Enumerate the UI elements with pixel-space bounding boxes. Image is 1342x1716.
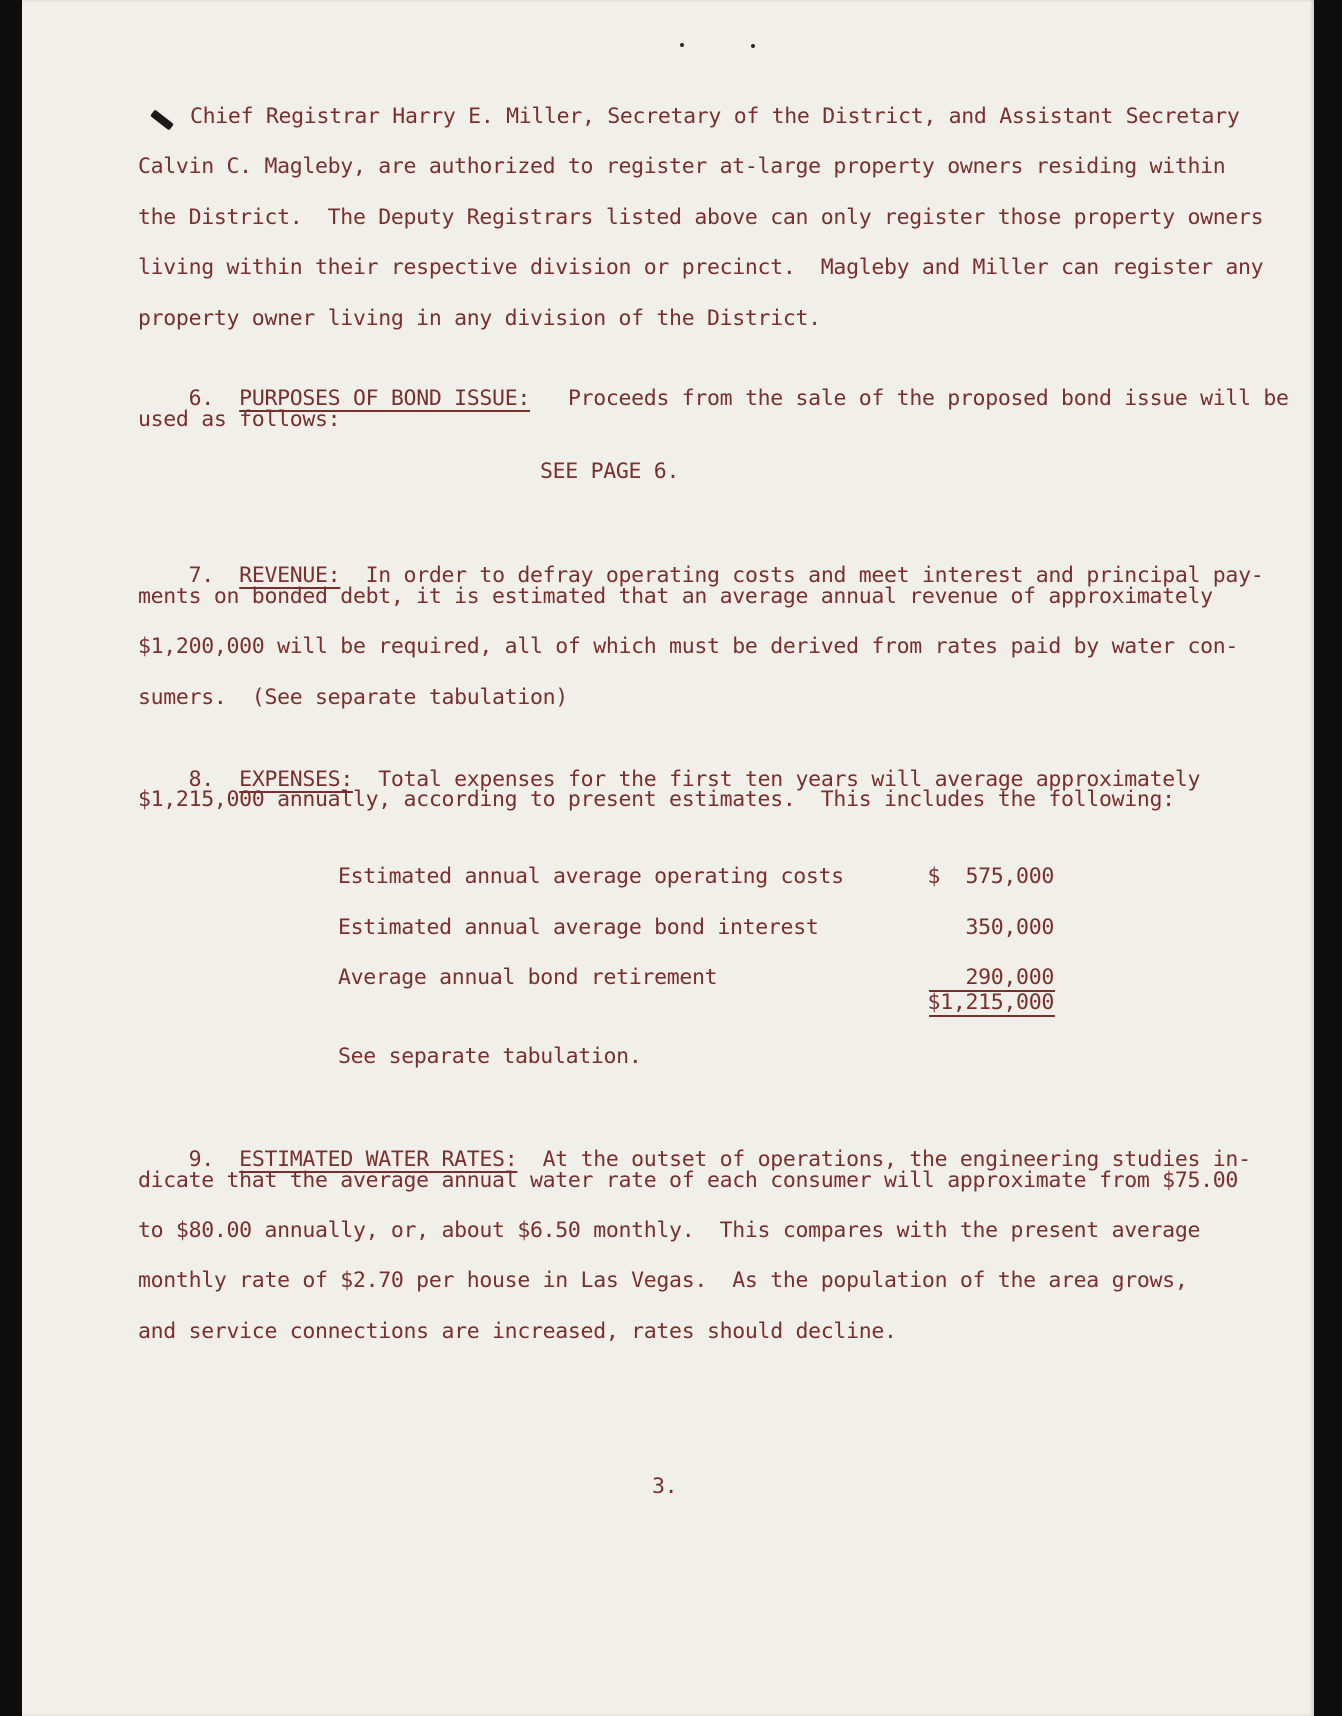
- expense-total: $1,215,000: [927, 990, 1054, 1015]
- document-page: [22, 0, 1314, 1716]
- section-6-line-1: [138, 354, 1289, 411]
- section-9-number: 9.: [188, 1147, 214, 1172]
- section-6-text: Proceeds from the sale of the proposed bond issue will be: [567, 386, 1289, 411]
- page-number: 3.: [652, 1474, 678, 1499]
- section-7-number: 7.: [188, 563, 214, 588]
- intro-line-3: the District. The Deputy Registrars listed above can only register those property owners: [138, 205, 1264, 230]
- sum-rule-bottom: [929, 1015, 1055, 1017]
- paper-speck: [680, 43, 684, 47]
- section-7-line-1: [138, 531, 1264, 588]
- section-9-line-5: and service connections are increased, rates should decline.: [138, 1319, 897, 1344]
- section-9-line-2: dicate that the average annual water rate of each consumer will approximate from $75.00: [138, 1168, 1239, 1193]
- section-7-line-4: sumers. (See separate tabulation): [138, 685, 568, 710]
- section-6-line-2: used as follows:: [138, 407, 341, 432]
- section-7-line-2: ments on bonded debt, it is estimated that an average annual revenue of approximately: [138, 584, 1213, 609]
- section-9-line-4: monthly rate of $2.70 per house in Las Vegas. As the population of the area grows,: [138, 1268, 1188, 1293]
- section-7-text: In order to defray operating costs and meet interest and principal pay-: [365, 563, 1264, 588]
- expense-row-label: Estimated annual average operating costs: [338, 864, 844, 889]
- section-9-line-3: to $80.00 annually, or, about $6.50 monthly. This compares with the present average: [138, 1218, 1201, 1243]
- intro-line-1: Chief Registrar Harry E. Miller, Secretary of the District, and Assistant Secretary: [190, 104, 1240, 129]
- intro-line-4: living within their respective division or precinct. Magleby and Miller can register any: [138, 255, 1264, 280]
- expense-row-amount: 350,000: [965, 915, 1054, 940]
- section-9-line-1: [138, 1115, 1251, 1172]
- section-6-number: 6.: [188, 386, 214, 411]
- expense-row-label: Average annual bond retirement: [338, 965, 718, 990]
- see-page-reference: SEE PAGE 6.: [540, 459, 680, 484]
- section-8-heading: EXPENSES:: [239, 767, 353, 792]
- section-8-number: 8.: [188, 767, 214, 792]
- section-6-heading: PURPOSES OF BOND ISSUE:: [239, 386, 530, 411]
- section-9-text: At the outset of operations, the engineering studies in-: [542, 1147, 1251, 1172]
- tabulation-note: See separate tabulation.: [338, 1044, 642, 1069]
- paper-speck: [751, 44, 755, 48]
- section-7-line-3: $1,200,000 will be required, all of which must be derived from rates paid by water con-: [138, 634, 1239, 659]
- pencil-check-mark: [150, 109, 174, 130]
- section-8-text: Total expenses for the first ten years will average approximately: [378, 767, 1201, 792]
- section-8-line-1: [138, 735, 1201, 792]
- section-9-heading: ESTIMATED WATER RATES:: [239, 1147, 518, 1172]
- section-7-heading: REVENUE:: [239, 563, 341, 588]
- section-8-line-2: $1,215,000 annually, according to present estimates. This includes the following:: [138, 787, 1175, 812]
- expense-row-amount: 290,000: [965, 965, 1054, 990]
- intro-line-2: Calvin C. Magleby, are authorized to register at-large property owners residing within: [138, 154, 1226, 179]
- expense-row-amount: $ 575,000: [927, 864, 1054, 889]
- intro-line-5: property owner living in any division of the District.: [138, 306, 821, 331]
- expense-row-label: Estimated annual average bond interest: [338, 915, 819, 940]
